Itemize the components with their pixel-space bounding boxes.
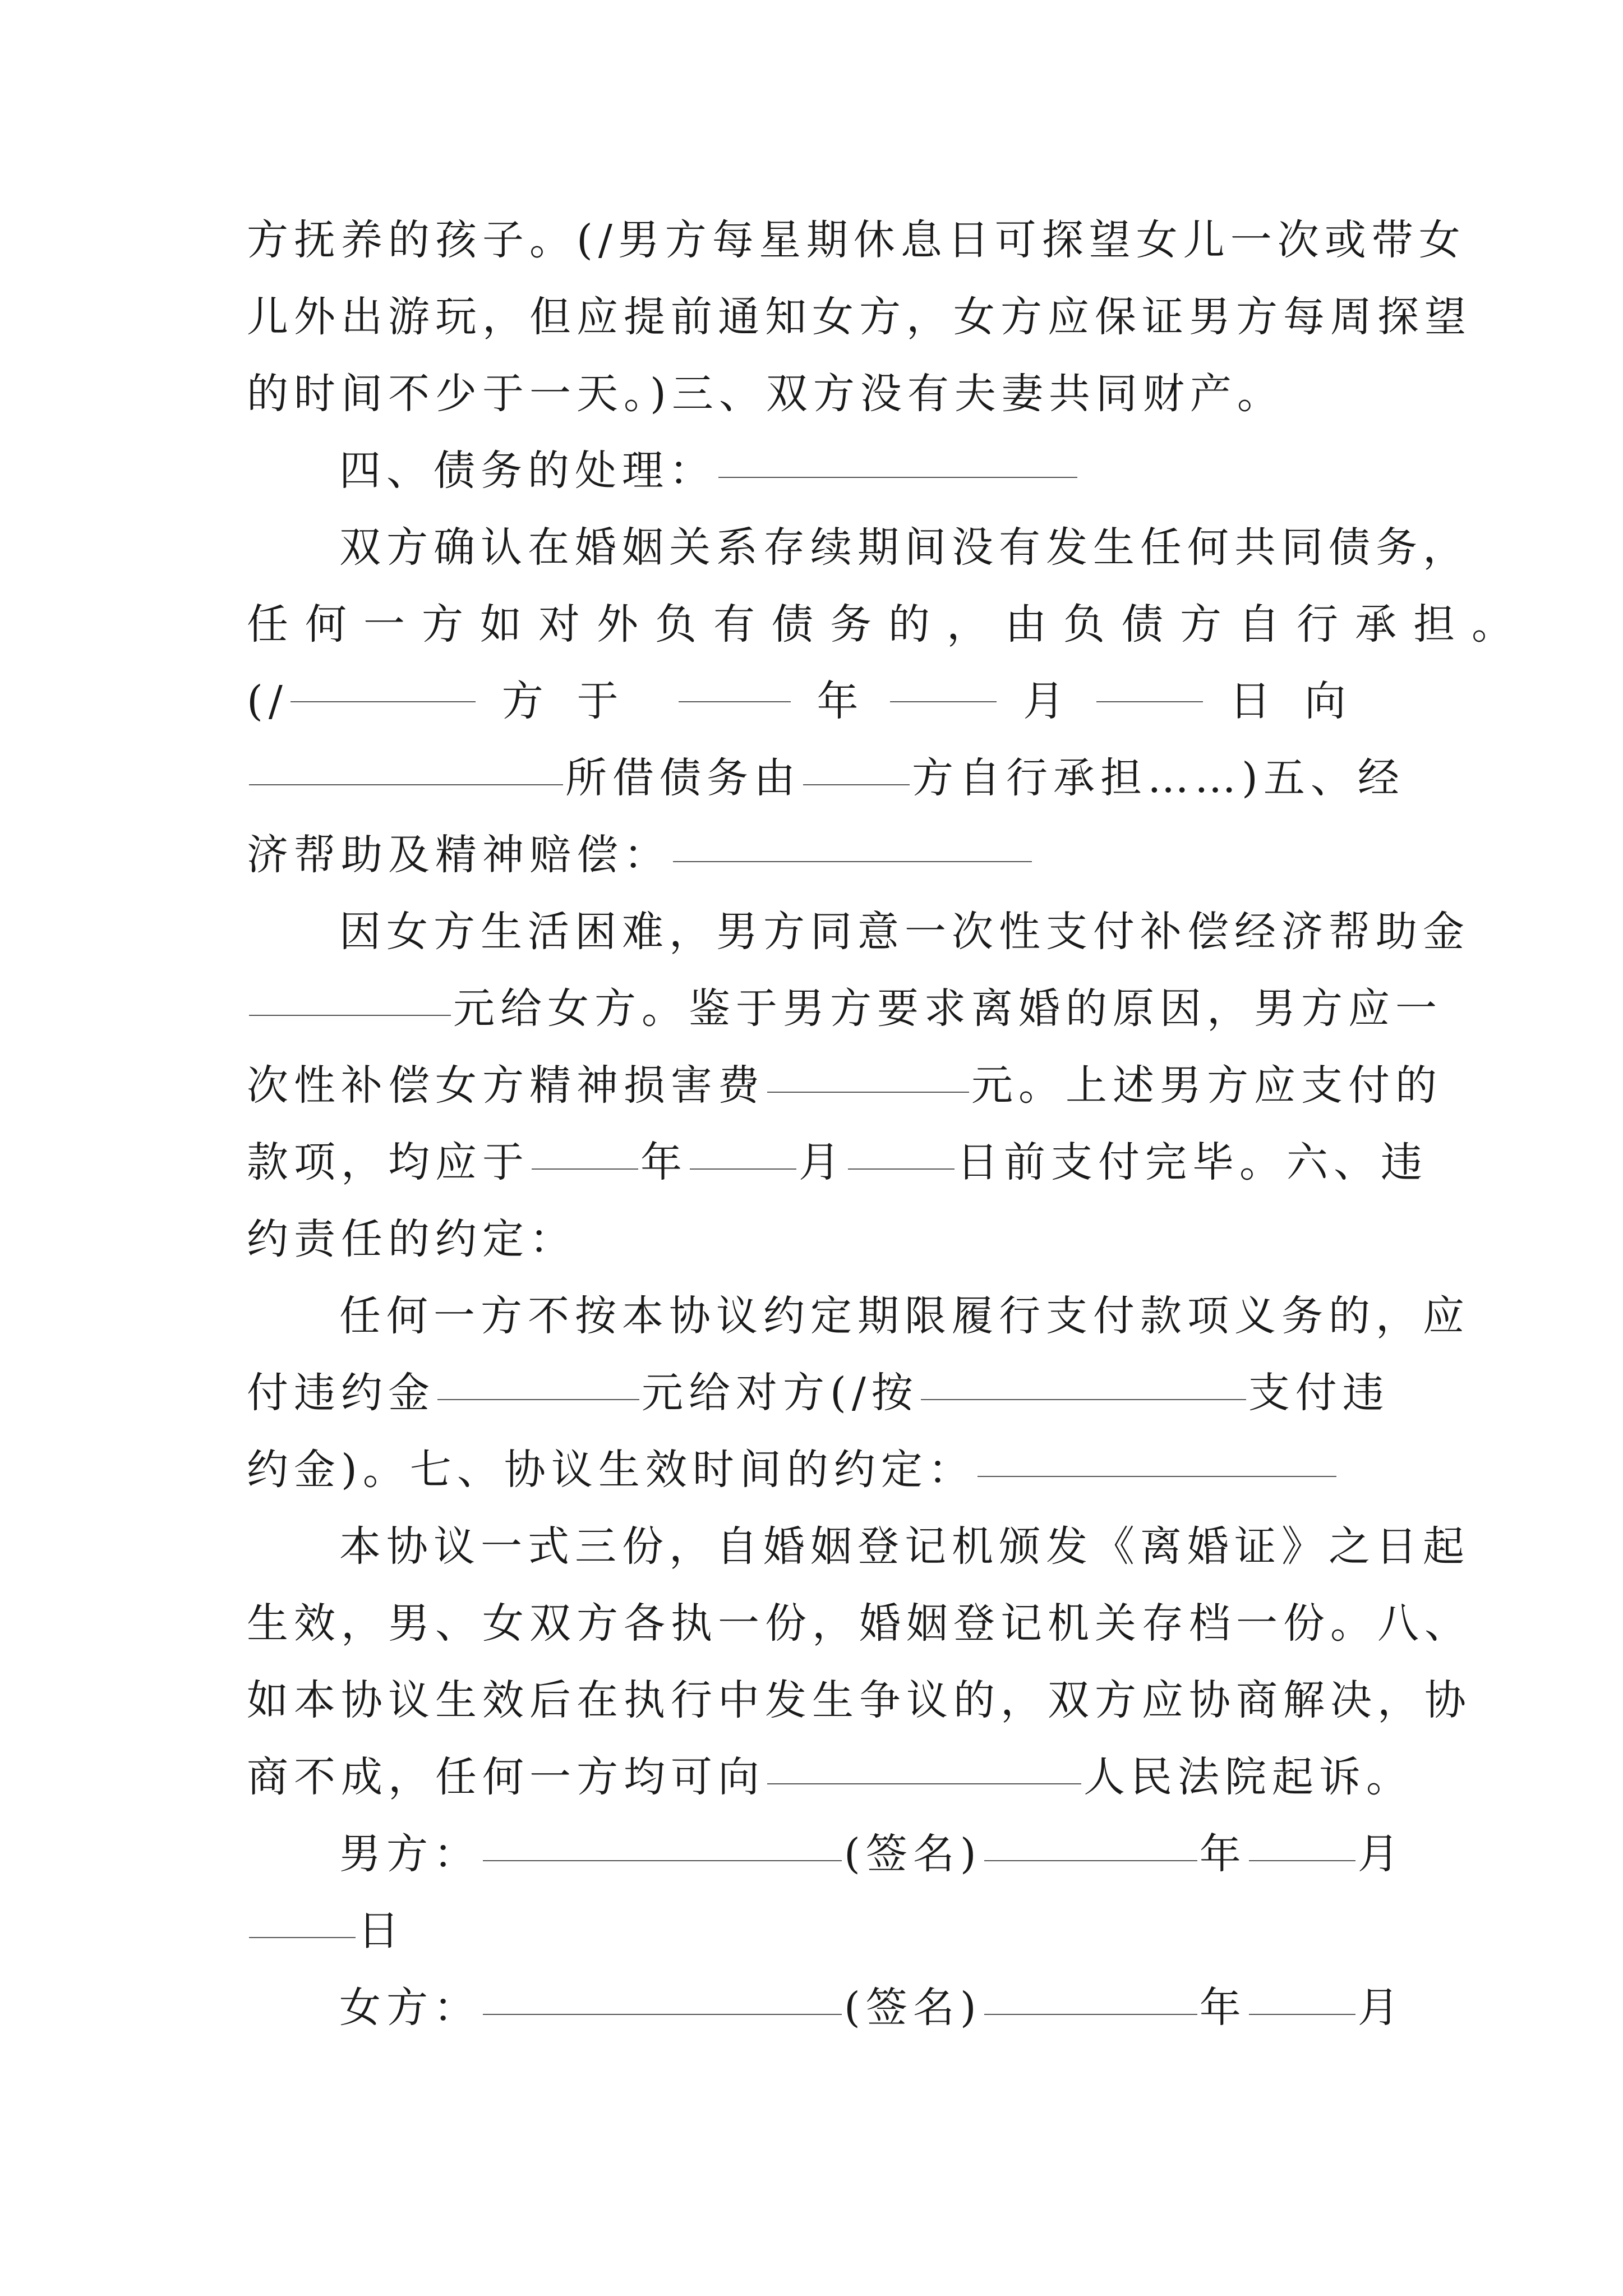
blank-field <box>679 701 791 702</box>
blank-field <box>673 861 1032 862</box>
text-line: 儿外出游玩，但应提前通知女方，女方应保证男方每周探望 <box>247 293 1472 341</box>
text-line: 方抚养的孩子。(/男方每星期休息日可探望女儿一次或带女 <box>247 216 1466 264</box>
blank-field <box>718 476 1077 478</box>
text-line: 商不成，任何一方均可向 人民法院起诉。 <box>247 1753 1413 1801</box>
male-signature-line: 男方： (签名) 年 月 <box>339 1830 1405 1878</box>
text-line: 所借债务由 方自行承担……)五、经 <box>247 740 1380 817</box>
section-heading-debts: 四、债务的处理： <box>247 432 1380 509</box>
text-line: 元给女方。鉴于男方要求离婚的原因，男方应一 <box>247 970 1380 1047</box>
blank-field <box>921 1398 1246 1400</box>
blank-field <box>978 1475 1336 1477</box>
blank-field <box>803 784 910 785</box>
blank-field <box>984 1860 1197 1861</box>
text-line: 因女方生活困难，男方同意一次性支付补偿经济帮助金 <box>339 908 1470 956</box>
blank-field <box>249 1936 356 1938</box>
signature-field <box>483 2013 842 2015</box>
text-line: 约责任的约定： <box>247 1215 577 1263</box>
text-line: 的时间不少于一天。)三、双方没有夫妻共同财产。 <box>247 370 1284 418</box>
text-line: 日 <box>247 1893 1380 1970</box>
text-line: 生效，男、女双方各执一份，婚姻登记机关存档一份。八、 <box>247 1599 1472 1648</box>
text-line: 约金)。七、协议生效时间的约定： <box>247 1432 1380 1508</box>
blank-field <box>690 1168 796 1170</box>
text-line: 本协议一式三份，自婚姻登记机颁发《离婚证》之日起 <box>339 1522 1470 1571</box>
text-line: 济帮助及精神赔偿： <box>247 817 1380 894</box>
text-line: 任何一方不按本协议约定期限履行支付款项义务的，应 <box>339 1292 1470 1340</box>
blank-field <box>890 701 997 702</box>
blank-field <box>291 701 476 702</box>
blank-field <box>1249 1860 1355 1861</box>
text-line: 任何一方如对外负有债务的，由负债方自行承担。 <box>247 600 1530 648</box>
blank-field <box>532 1168 638 1170</box>
blank-field <box>1096 701 1203 702</box>
blank-field <box>984 2013 1197 2015</box>
signature-field <box>483 1860 842 1861</box>
text-line: 付违约金 元给对方(/按 支付违 <box>247 1369 1390 1417</box>
text-line: 次性补偿女方精神损害费 元。上述男方应支付的 <box>247 1061 1442 1110</box>
text-line: 双方确认在婚姻关系存续期间没有发生任何共同债务， <box>339 523 1470 572</box>
text-line: (/ 方于 年 月 日向 <box>247 677 1380 725</box>
blank-field <box>767 1091 969 1093</box>
blank-field <box>1249 2013 1355 2015</box>
blank-field <box>437 1398 639 1400</box>
text-line: 款项，均应于 年 月 日前支付完毕。六、违 <box>247 1138 1428 1186</box>
blank-field <box>767 1783 1081 1784</box>
blank-field <box>249 1014 451 1016</box>
agreement-text <box>247 202 1530 2046</box>
blank-field <box>249 784 563 785</box>
female-signature-line: 女方： (签名) 年 月 <box>339 1984 1405 2032</box>
text-line: 如本协议生效后在执行中发生争议的，双方应协商解决，协 <box>247 1676 1472 1724</box>
blank-field <box>848 1168 955 1170</box>
